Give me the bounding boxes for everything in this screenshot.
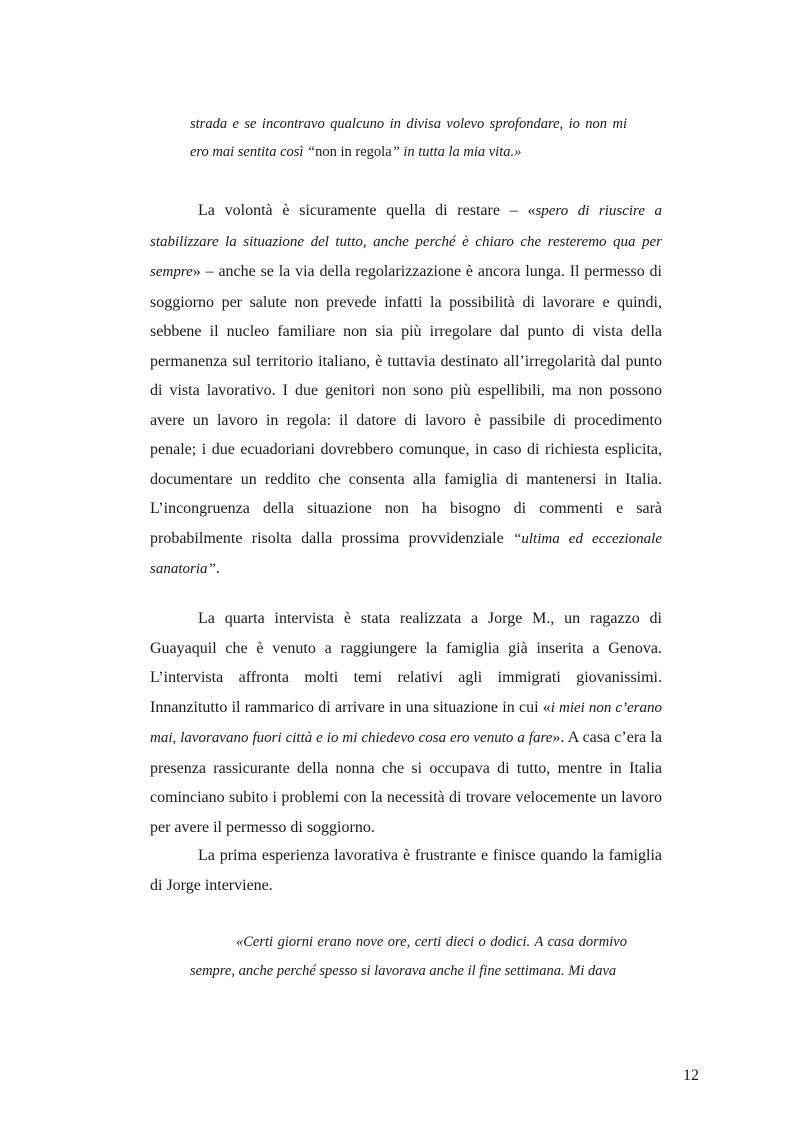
quote-text: strada e se incontravo qualcuno in divisa volevo sprofondare, io non mi ero mai sentita così “: [190, 116, 627, 160]
page-number: 12: [683, 1067, 699, 1084]
inline-quote: spero di riuscire a stabilizzare la situazione del tutto, anche perché è chiaro che resteremo qua per sempre: [150, 203, 662, 280]
paragraph-first-work-experience: La prima esperienza lavorativa è frustrante e finisce quando la famiglia di Jorge interviene.: [150, 847, 662, 894]
paragraph-fourth-interview: La quarta intervista è stata realizzata a Jorge M., un ragazzo di Guayaquil che è venuto a raggiungere la famiglia già inserita a Genova. L’intervista affronta molti temi relativi agli immigrati giovanissimi. Innanzitutto il rammarico di arrivare in una situazione in cui «i miei non c’erano mai, lavoravano fuori città e io mi chiedevo cosa ero venuto a fare». A casa c’era la presenza rassicurante della nonna che si occupava di tutto, mentre in Italia cominciano subito i problemi con la necessità di trovare velocemente un lavoro per avere il permesso di soggiorno.: [150, 610, 662, 836]
inline-quote-sanatoria: “ultima ed eccezionale sanatoria”: [150, 530, 663, 577]
quote-text-end: ” in tutta la mia vita.»: [391, 144, 522, 160]
inline-quote-jorge: i miei non c’erano mai, lavoravano fuori città e io mi chiedevo cosa ero venuto a fare: [150, 699, 662, 746]
paragraph-regularization: La volontà è sicuramente quella di restare – «spero di riuscire a stabilizzare la situazione del tutto, anche perché è chiaro che resteremo qua per sempre» – anche se la via della regolarizzazione è ancora lunga. Il permesso di soggiorno per salute non prevede infatti la possibilità di lavorare e quindi, sebbene il nucleo familiare non sia più irregolare dal punto di vista della permanenza sul territorio italiano, è tuttavia destinato all’irregolarità dal punto di vista lavorativo. I due genitori non sono più espellibili, ma non possono avere un lavoro in regola: il datore di lavoro è passibile di procedimento penale; i due ecuadoriani dovrebbero comunque, in caso di richiesta esplicita, documentare un reddito che consenta alla famiglia di mantenersi in Italia. L’incongruenza della situazione non ha bisogno di commenti e sarà probabilmente risolta dalla prossima provvidenziale “ultima ed eccezionale sanatoria”.: [150, 202, 663, 577]
block-quote-continuation: [190, 110, 627, 166]
quote-upright-text: non in regola: [315, 144, 392, 160]
block-quote-jorge: «Certi giorni erano nove ore, certi dieci o dodici. A casa dormivo sempre, anche perché spesso si lavorava anche il fine settimana. Mi dava: [190, 934, 627, 979]
